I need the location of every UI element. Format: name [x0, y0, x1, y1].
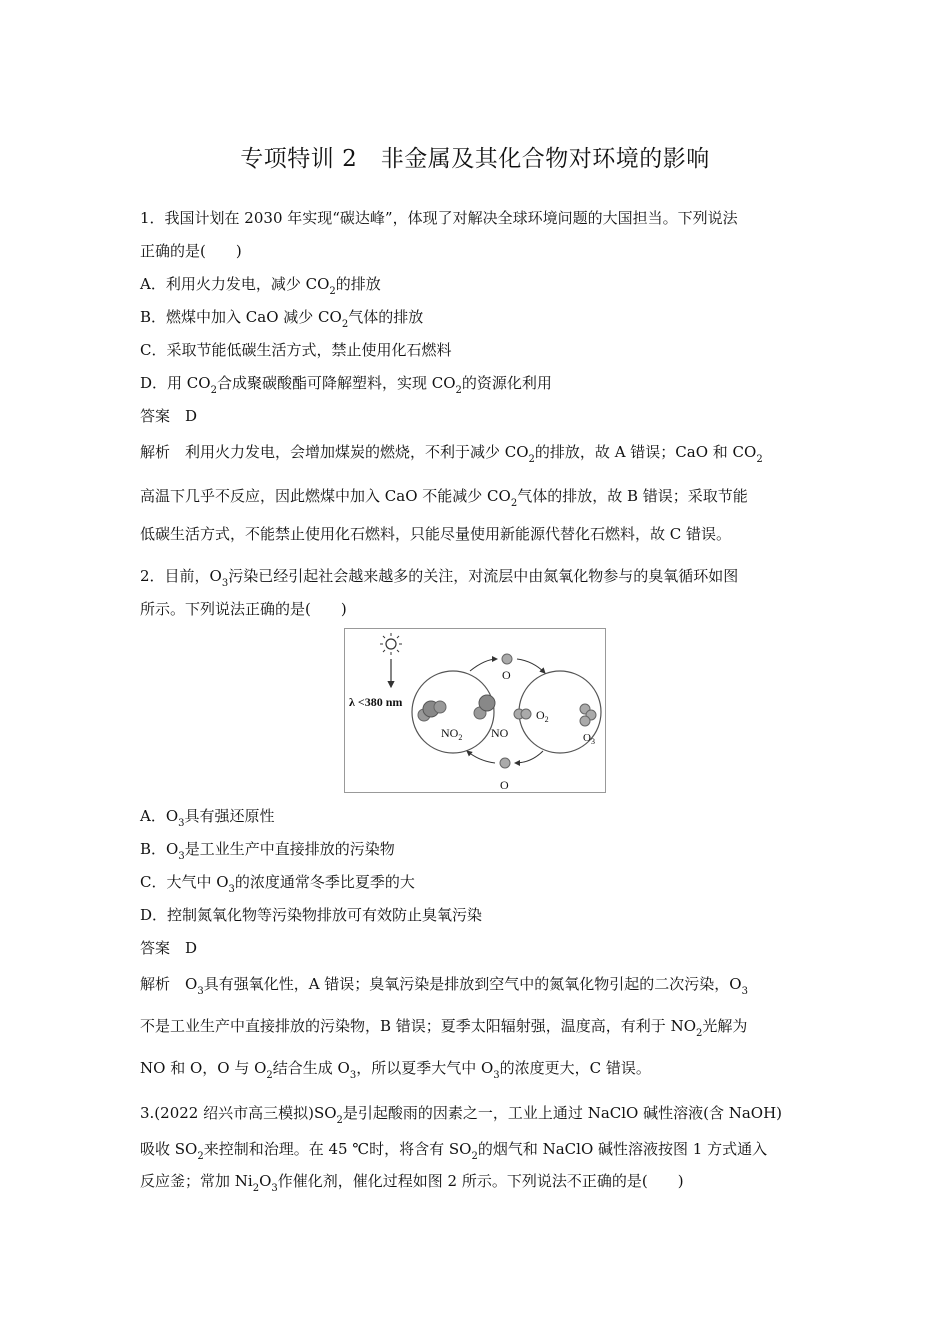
- q2-stem-line1: 2．目前，$O_3$污染已经引起社会越来越多的关注，对流层中由氮氧化物参与的臭氧循环如图: [140, 567, 739, 589]
- arrow-bottom-right: [515, 751, 543, 763]
- o-bottom-label: O: [500, 778, 509, 792]
- no-molecule: [474, 695, 495, 719]
- wavelength-label: λ <380 nm: [349, 695, 403, 709]
- o2-molecule: [514, 709, 531, 719]
- q2-option-a: A．$O_3$具有强还原性: [140, 807, 275, 829]
- ozone-cycle-figure: [344, 628, 606, 793]
- q2-option-d: D．控制氮氧化物等污染物排放可有效防止臭氧污染: [140, 906, 483, 924]
- sun-icon: [380, 633, 402, 655]
- q2-analysis-line1: 解析 $O_3$具有强氧化性，A 错误；臭氧污染是排放到空气中的氮氧化物引起的二次污染，$O_3$: [140, 975, 748, 997]
- q3-stem-line3: 反应釜；常加 $Ni_2O_3$作催化剂，催化过程如图 2 所示。下列说法不正确的是( ): [140, 1172, 684, 1194]
- page-title: 专项特训 2 非金属及其化合物对环境的影响: [240, 146, 710, 172]
- o-atom-bottom: [500, 758, 510, 768]
- arrow-top-left: [470, 659, 497, 671]
- q1-option-c: C．采取节能低碳生活方式，禁止使用化石燃料: [140, 341, 452, 359]
- o-atom-top: [502, 654, 512, 664]
- q2-stem-line2: 所示。下列说法正确的是( ): [140, 600, 347, 618]
- o3-molecule: [580, 704, 596, 726]
- q1-stem-line2: 正确的是( ): [140, 242, 242, 260]
- no2-molecule: [418, 701, 446, 721]
- q1-analysis-line2: 高温下几乎不反应，因此燃煤中加入 CaO 不能减少 $CO_2$气体的排放，故 B 错误；采取节能: [140, 487, 748, 509]
- q2-option-b: B．$O_3$是工业生产中直接排放的污染物: [140, 840, 395, 862]
- q1-option-b: B．燃煤中加入 CaO 减少 $CO_2$气体的排放: [140, 308, 424, 330]
- arrow-bottom-left: [467, 751, 495, 763]
- q3-stem-line2: 吸收 $SO_2$来控制和治理。在 45 ℃时，将含有 $SO_2$的烟气和 NaClO 碱性溶液按图 1 方式通入: [140, 1140, 768, 1162]
- q1-analysis-line1: 解析 利用火力发电，会增加煤炭的燃烧，不利于减少 $CO_2$的排放，故 A 错误；CaO 和 $CO_2$: [140, 443, 763, 465]
- q1-option-a: A．利用火力发电，减少 $CO_2$的排放: [140, 275, 381, 297]
- q1-answer: 答案 D: [140, 407, 198, 425]
- no2-label: $NO_2$: [441, 726, 463, 742]
- o-top-label: O: [502, 668, 511, 682]
- no-label: NO: [491, 726, 509, 740]
- q2-analysis-line2: 不是工业生产中直接排放的污染物，B 错误；夏季太阳辐射强，温度高，有利于 $NO_2$光解为: [140, 1017, 748, 1039]
- arrow-top-right: [517, 659, 545, 673]
- q1-analysis-line3: 低碳生活方式，不能禁止使用化石燃料，只能尽量使用新能源代替化石燃料，故 C 错误。: [140, 525, 732, 543]
- o3-label: $O_3$: [583, 732, 595, 746]
- o2-label: $O_2$: [536, 708, 549, 724]
- q1-stem-line1: 1．我国计划在 2030 年实现“碳达峰”，体现了对解决全球环境问题的大国担当。下列说法: [140, 209, 738, 227]
- q2-analysis-line3: NO 和 O，O 与 $O_2$结合生成 $O_3$，所以夏季大气中 $O_3$的浓度更大，C 错误。: [140, 1059, 651, 1081]
- q3-stem-line1: 3.(2022 绍兴市高三模拟)$SO_2$是引起酸雨的因素之一，工业上通过 NaClO 碱性溶液(含 NaOH): [140, 1104, 783, 1126]
- q1-option-d: D．用 $CO_2$合成聚碳酸酯可降解塑料，实现 $CO_2$的资源化利用: [140, 374, 552, 396]
- q2-option-c: C．大气中 $O_3$的浓度通常冬季比夏季的大: [140, 873, 415, 895]
- q2-answer: 答案 D: [140, 939, 198, 957]
